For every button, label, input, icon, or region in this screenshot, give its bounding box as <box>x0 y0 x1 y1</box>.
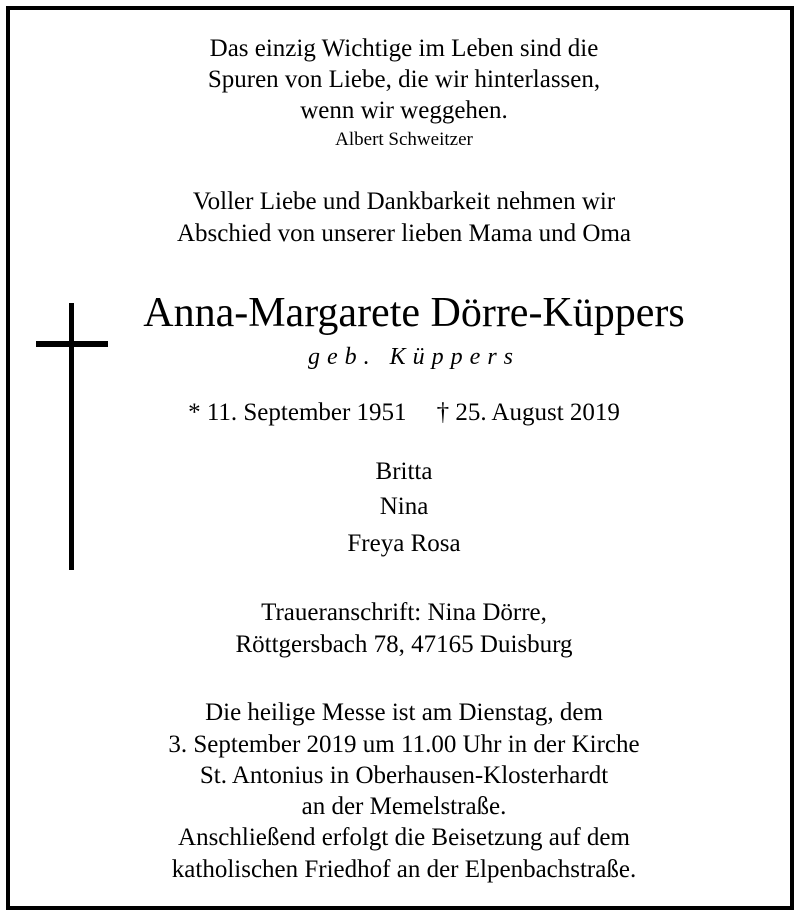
intro-line: Voller Liebe und Dankbarkeit nehmen wir <box>192 188 616 215</box>
birth-date: * 11. September 1951 <box>188 399 407 426</box>
address-line: Röttgersbach 78, 47165 Duisburg <box>235 631 573 658</box>
maiden-name: geb. Küppers <box>308 344 520 370</box>
service-line: Anschließend erfolgt die Beisetzung auf dem <box>178 824 630 851</box>
quote-line: wenn wir weggehen. <box>300 97 508 124</box>
address-line: Traueranschrift: Nina Dörre, <box>261 599 547 626</box>
service-line: katholischen Friedhof an der Elpenbachstraße. <box>171 856 637 883</box>
deceased-name: Anna-Margarete Dörre-Küppers <box>143 290 685 336</box>
quote-line: Das einzig Wichtige im Leben sind die <box>209 35 599 62</box>
death-date: † 25. August 2019 <box>436 399 620 426</box>
service-line: 3. September 2019 um 11.00 Uhr in der Kirche <box>168 731 640 758</box>
mourner-name: Nina <box>379 493 429 520</box>
intro-line: Abschied von unserer lieben Mama und Oma <box>176 220 632 247</box>
quote-author: Albert Schweitzer <box>335 129 473 150</box>
life-dates <box>10 400 798 425</box>
service-line: an der Memelstraße. <box>301 793 507 820</box>
mourner-name: Britta <box>375 458 433 485</box>
service-line: Die heilige Messe ist am Dienstag, dem <box>205 699 603 726</box>
obituary-notice <box>6 6 794 910</box>
mourner-name: Freya Rosa <box>347 530 461 557</box>
quote-line: Spuren von Liebe, die wir hinterlassen, <box>207 66 601 93</box>
service-line: St. Antonius in Oberhausen-Klosterhardt <box>199 762 609 789</box>
